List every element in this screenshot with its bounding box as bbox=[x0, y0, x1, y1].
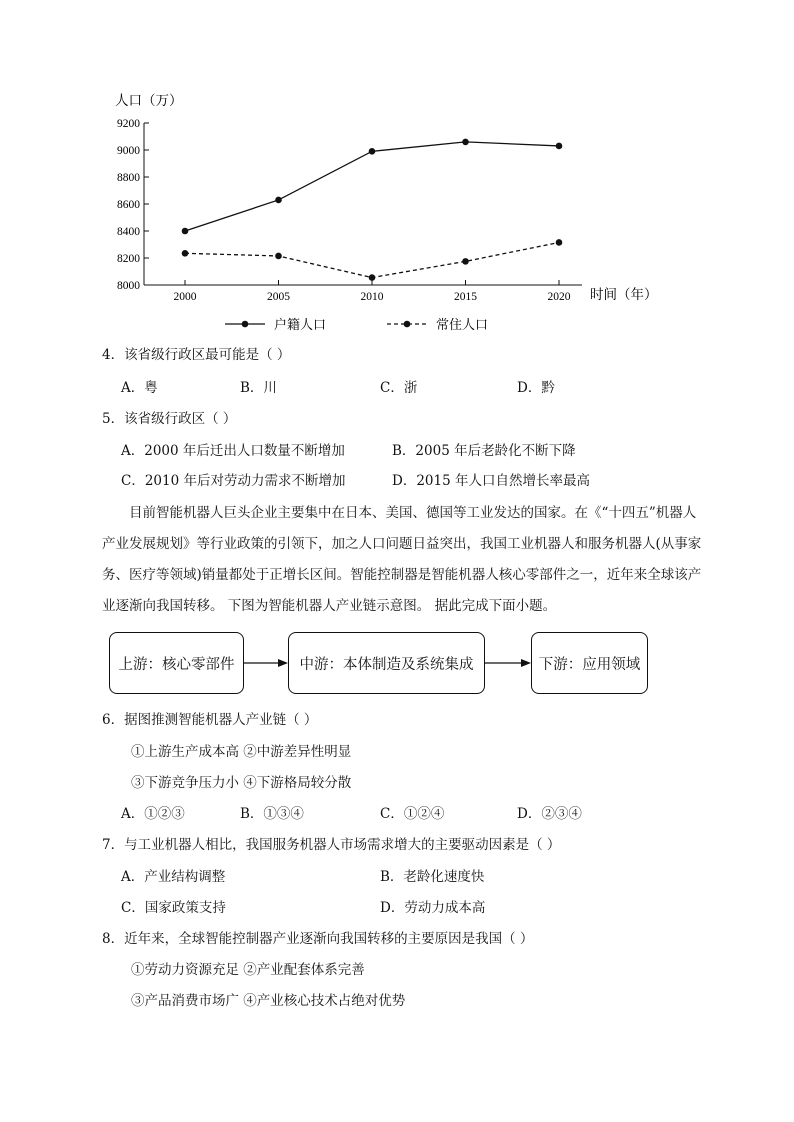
q7-option-c[interactable]: C．国家政策支持 bbox=[121, 900, 226, 916]
chart-svg bbox=[95, 90, 695, 340]
q6-option-c[interactable]: C．①②④ bbox=[380, 806, 445, 822]
q5-option-a[interactable]: A．2000 年后迁出人口数量不断增加 bbox=[121, 443, 345, 459]
q4-option-a[interactable]: A．粤 bbox=[121, 380, 158, 396]
q4-option-d[interactable]: D．黔 bbox=[517, 380, 555, 396]
flow-downstream-label: 下游：应用领域 bbox=[538, 656, 641, 673]
y-tick-label: 8800 bbox=[117, 172, 140, 184]
series-1-point bbox=[462, 139, 469, 146]
flow-upstream-label: 上游：核心零部件 bbox=[118, 656, 235, 673]
x-tick-label: 2010 bbox=[360, 291, 384, 303]
series-2-point bbox=[556, 239, 563, 246]
q4-option-c[interactable]: C．浙 bbox=[380, 380, 418, 396]
y-tick-label: 8200 bbox=[117, 253, 140, 265]
legend-marker-2 bbox=[404, 321, 411, 328]
q6-option-a[interactable]: A．①②③ bbox=[121, 806, 185, 822]
q8-stem: 8．近年来，全球智能控制器产业逐渐向我国转移的主要原因是我国（ ） bbox=[102, 931, 534, 947]
q7-stem: 7．与工业机器人相比，我国服务机器人市场需求增大的主要驱动因素是（ ） bbox=[102, 837, 561, 853]
chart-legend bbox=[225, 317, 488, 332]
chart-axes bbox=[117, 118, 582, 303]
series-2-point bbox=[275, 253, 282, 260]
x-tick-label: 2005 bbox=[267, 291, 290, 303]
y-tick-label: 8400 bbox=[117, 226, 140, 238]
legend-label-1: 户籍人口 bbox=[274, 317, 327, 332]
x-axis-label: 时间（年） bbox=[590, 287, 658, 302]
series-line-2 bbox=[185, 242, 559, 277]
q5-stem: 5．该省级行政区（ ） bbox=[102, 411, 237, 427]
y-tick-label: 8600 bbox=[117, 199, 140, 211]
q5-option-c[interactable]: C．2010 年后对劳动力需求不断增加 bbox=[121, 473, 346, 489]
series-1-point bbox=[556, 143, 563, 150]
flow-midstream-label: 中游：本体制造及系统集成 bbox=[299, 656, 474, 673]
legend-label-2: 常住人口 bbox=[436, 317, 489, 332]
q7-option-a[interactable]: A．产业结构调整 bbox=[121, 869, 226, 885]
q5-option-b[interactable]: B．2005 年后老龄化不断下降 bbox=[392, 443, 576, 459]
legend-marker-1 bbox=[242, 321, 249, 328]
q8-statements-1: ①劳动力资源充足 ②产业配套体系完善 bbox=[131, 962, 365, 978]
x-tick-label: 2015 bbox=[454, 291, 477, 303]
population-line-chart bbox=[95, 90, 695, 340]
x-tick-label: 2000 bbox=[173, 291, 197, 303]
q5-option-d[interactable]: D．2015 年人口自然增长率最高 bbox=[392, 473, 590, 489]
series-1-point bbox=[369, 148, 376, 155]
flow-midstream-box bbox=[288, 632, 485, 694]
q4-option-b[interactable]: B．川 bbox=[240, 380, 277, 396]
series-line-1 bbox=[185, 142, 559, 231]
y-axis-label: 人口（万） bbox=[115, 93, 183, 108]
y-tick-label: 9000 bbox=[117, 145, 140, 157]
x-tick-label: 2020 bbox=[547, 291, 571, 303]
flow-arrow-2 bbox=[485, 655, 532, 671]
flow-arrow-1 bbox=[244, 655, 289, 671]
q6-statements-2: ③下游竞争压力小 ④下游格局较分散 bbox=[131, 775, 352, 791]
y-tick-label: 9200 bbox=[117, 118, 140, 130]
q7-option-b[interactable]: B．老龄化速度快 bbox=[380, 869, 485, 885]
series-2-point bbox=[182, 250, 189, 257]
series-1-point bbox=[182, 228, 189, 235]
chart-series bbox=[182, 139, 563, 281]
q6-option-d[interactable]: D．②③④ bbox=[517, 806, 582, 822]
q7-option-d[interactable]: D．劳动力成本高 bbox=[380, 900, 486, 916]
flow-upstream-box bbox=[109, 632, 244, 694]
passage-text: 目前智能机器人巨头企业主要集中在日本、美国、德国等工业发达的国家。在《“十四五”机器人产业发展规划》等行业政策的引领下，加之人口问题日益突出，我国工业机器人和服务机器人(从事家务、医疗等领域)销量都处于正增长区间。智能控制器是智能机器人核心零部件之一，近年来全球该产业逐渐向我国转移。 下图为智能机器人产业链示意图。 据此完成下面小题。 bbox=[102, 505, 702, 614]
series-2-point bbox=[462, 258, 469, 265]
q8-statements-2: ③产品消费市场广 ④产业核心技术占绝对优势 bbox=[131, 993, 406, 1009]
q6-stem: 6．据图推测智能机器人产业链（ ） bbox=[102, 712, 318, 728]
q4-stem: 4．该省级行政区最可能是（ ） bbox=[102, 347, 291, 363]
flow-downstream-box bbox=[531, 632, 648, 694]
series-1-point bbox=[275, 197, 282, 204]
q6-statements-1: ①上游生产成本高 ②中游差异性明显 bbox=[131, 744, 352, 760]
series-2-point bbox=[369, 274, 376, 281]
q6-option-b[interactable]: B．①③④ bbox=[240, 806, 304, 822]
y-tick-label: 8000 bbox=[117, 280, 140, 292]
